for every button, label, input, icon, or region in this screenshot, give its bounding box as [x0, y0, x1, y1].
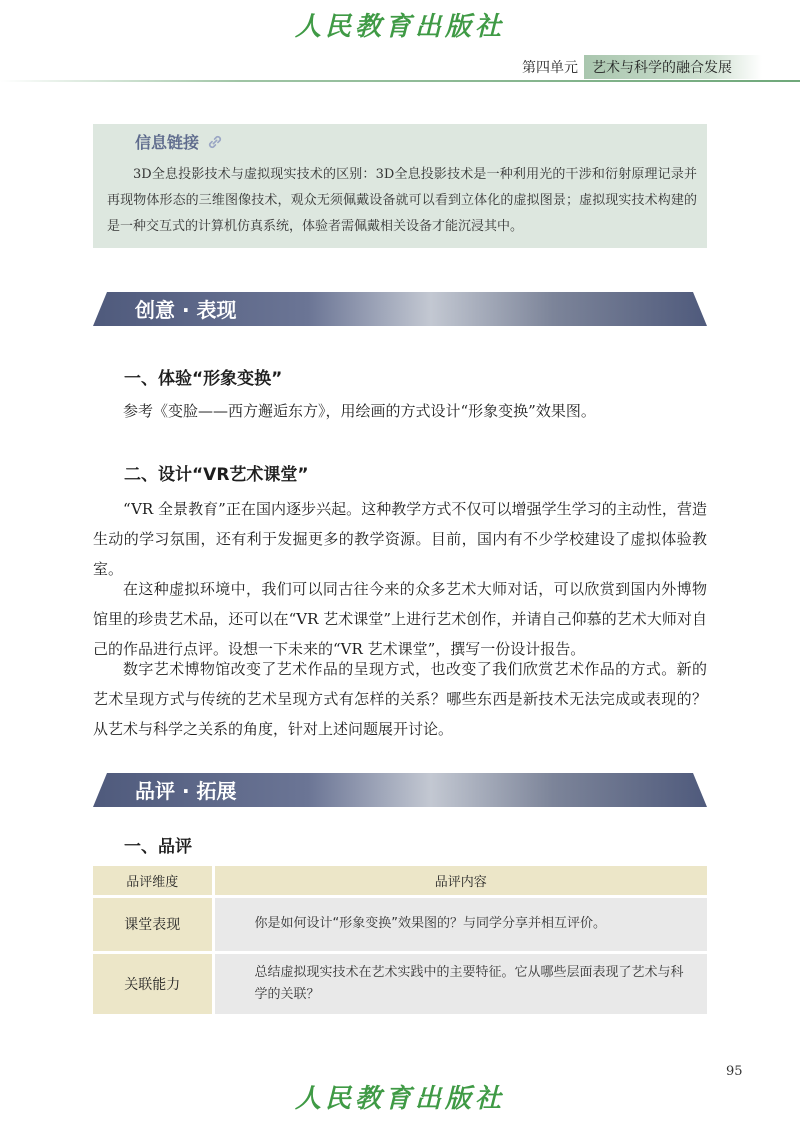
subheading-evaluation: 一、品评 — [124, 837, 192, 857]
unit-title: 艺术与科学的融合发展 — [584, 55, 762, 79]
table-row — [93, 952, 707, 1014]
info-link-title-text: 信息链接 — [135, 133, 200, 152]
paragraph-vr-3: 数字艺术博物馆改变了艺术作品的呈现方式，也改变了我们欣赏艺术作品的方式。新的艺术呈现方式与传统的艺术呈现方式有怎样的关系？哪些东西是新技术无法完成或表现的？从艺术与科学之关系的角度，针对上述问题展开讨论。 — [93, 660, 707, 738]
publisher-logo-bottom: 人民教育出版社 — [294, 1084, 505, 1114]
table-cell-dimension: 课堂表现 — [93, 896, 213, 952]
paragraph-vr-1: “VR 全景教育”正在国内逐步兴起。这种教学方式不仅可以增强学生学习的主动性，营造生动的学习氛围，还有利于发掘更多的教学资源。目前，国内有不少学校建设了虚拟体验教室。 — [93, 500, 707, 578]
unit-number: 第四单元 — [522, 60, 578, 76]
table-header-content: 品评内容 — [213, 866, 707, 896]
section-title-creative: 创意 · 表现 — [135, 298, 237, 322]
subheading-experience: 一、体验“形象变换” — [124, 369, 283, 389]
publisher-logo-top: 人民教育出版社 — [294, 12, 505, 42]
info-link-box — [93, 124, 707, 248]
info-link-title — [135, 130, 225, 153]
evaluation-table — [93, 866, 707, 1014]
table-cell-content: 总结虚拟现实技术在艺术实践中的主要特征。它从哪些层面表现了艺术与科学的关联？ — [213, 952, 707, 1014]
info-link-text: 3D全息投影技术与虚拟现实技术的区别：3D全息投影技术是一种利用光的干涉和衍射原理记录并再现物体形态的三维图像技术，观众无须佩戴设备就可以看到立体化的虚拟图景；虚拟现实技术构建的是一种交互式的计算机仿真系统，体验者需佩戴相关设备才能沉浸其中。 — [107, 167, 697, 234]
page-number: 95 — [726, 1064, 743, 1079]
section-banner-evaluation — [93, 773, 707, 807]
unit-header — [522, 56, 762, 78]
paragraph-experience: 参考《变脸——西方邂逅东方》，用绘画的方式设计“形象变换”效果图。 — [123, 402, 596, 420]
header-divider — [0, 80, 800, 82]
paragraph-vr-2: 在这种虚拟环境中，我们可以同古往今来的众多艺术大师对话，可以欣赏到国内外博物馆里的珍贵艺术品，还可以在“VR 艺术课堂”上进行艺术创作，并请自己仰慕的艺术大师对自己的作品进行点评。设想一下未来的“VR 艺术课堂”，撰写一份设计报告。 — [93, 580, 707, 658]
section-banner-creative — [93, 292, 707, 326]
table-cell-content: 你是如何设计“形象变换”效果图的？与同学分享并相互评价。 — [213, 896, 707, 952]
table-header-row — [93, 866, 707, 896]
table-header-dimension: 品评维度 — [93, 866, 213, 896]
subheading-vr-classroom: 二、设计“VR艺术课堂” — [124, 465, 309, 485]
section-title-evaluation: 品评 · 拓展 — [135, 779, 237, 803]
table-row — [93, 896, 707, 952]
table-cell-dimension: 关联能力 — [93, 952, 213, 1014]
link-icon — [205, 132, 225, 152]
